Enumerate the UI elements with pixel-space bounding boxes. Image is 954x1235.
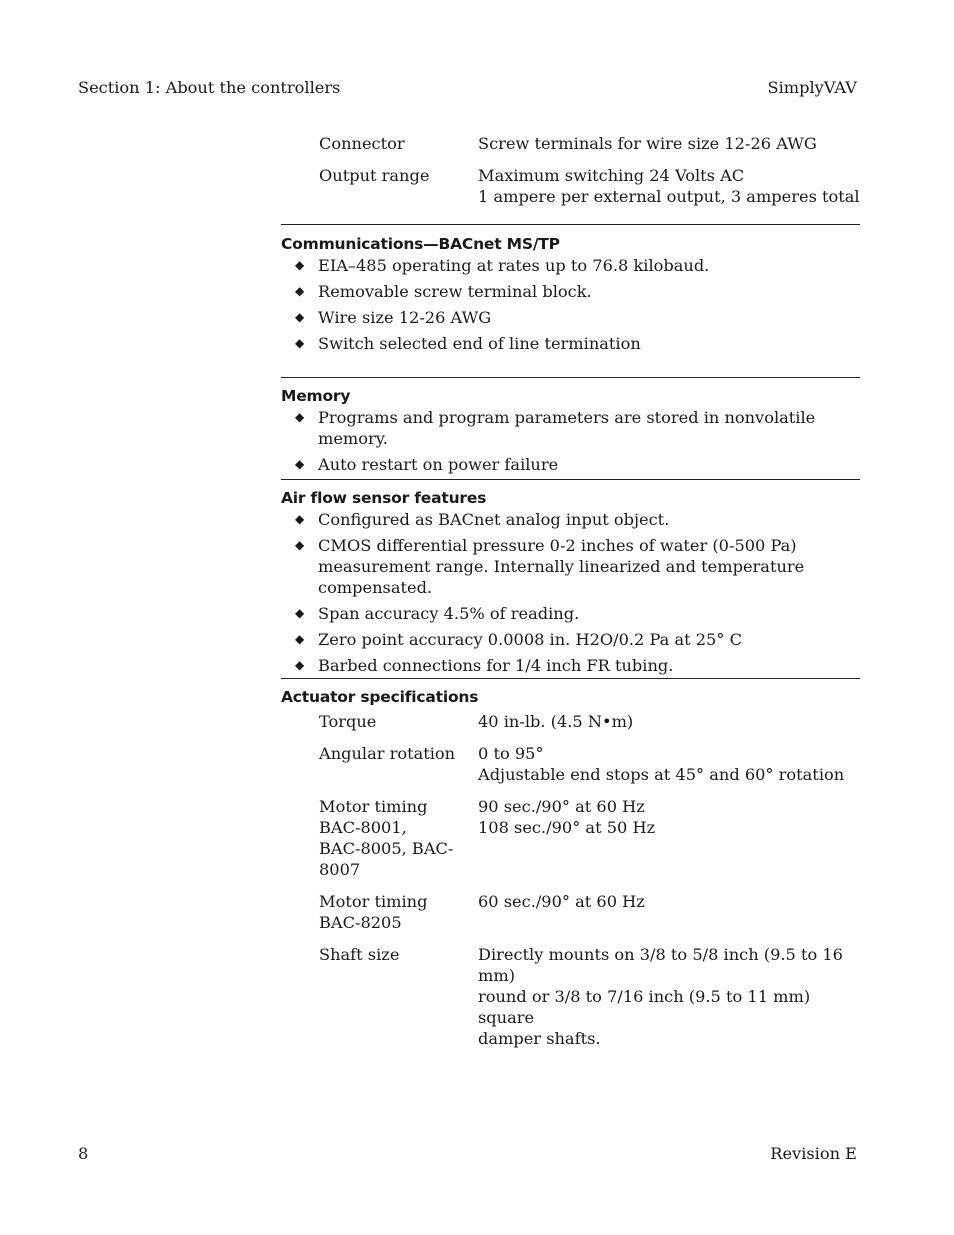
communications-list [281,255,863,359]
revision-label: Revision E [770,1144,857,1163]
diamond-bullet-icon: ◆ [295,336,305,350]
list-item [281,307,863,328]
spec-value: Screw terminals for wire size 12-26 AWG [478,134,817,153]
list-item-text: Wire size 12-26 AWG [318,308,492,327]
diamond-bullet-icon: ◆ [295,512,305,526]
spec-value: Maximum switching 24 Volts AC 1 ampere per external output, 3 amperes total [478,166,860,206]
diamond-bullet-icon: ◆ [295,538,305,552]
spec-row-motor-timing-8001 [319,796,868,880]
spec-value: Directly mounts on 3/8 to 5/8 inch (9.5 to 16 mm) round or 3/8 to 7/16 inch (9.5 to 11 mm) square damper shafts. [478,945,843,1048]
list-item-text: Removable screw terminal block. [318,282,592,301]
list-item [281,603,863,624]
diamond-bullet-icon: ◆ [295,410,305,424]
list-item-text: Programs and program parameters are stored in nonvolatile memory. [318,408,816,448]
diamond-bullet-icon: ◆ [295,457,305,471]
spec-row-shaft-size [319,944,868,1049]
communications-heading: Communications—BACnet MS/TP [281,235,560,253]
list-item [281,509,863,530]
list-item [281,629,863,650]
header-section-title: Section 1: About the controllers [78,78,341,97]
output-specs-table [319,133,868,218]
spec-row-angular-rotation [319,743,868,785]
diamond-bullet-icon: ◆ [295,310,305,324]
memory-heading: Memory [281,387,351,405]
actuator-specs-table [319,711,868,1060]
spec-value: 90 sec./90° at 60 Hz 108 sec./90° at 50 Hz [478,797,656,837]
list-item-text: CMOS differential pressure 0-2 inches of water (0-500 Pa) measurement range. Internally linearized and temperature compensated. [318,536,805,597]
spec-label: Connector [319,134,405,153]
spec-label: Motor timing BAC-8001, BAC-8005, BAC-8007 [319,797,454,879]
section-divider [281,377,860,378]
section-divider [281,678,860,679]
list-item-text: Barbed connections for 1/4 inch FR tubing. [318,656,674,675]
list-item-text: Switch selected end of line termination [318,334,641,353]
header-product-name: SimplyVAV [767,78,857,97]
diamond-bullet-icon: ◆ [295,258,305,272]
section-divider [281,479,860,480]
page-number: 8 [78,1144,89,1163]
list-item [281,454,863,475]
memory-list [281,407,863,480]
list-item [281,333,863,354]
list-item-text: Span accuracy 4.5% of reading. [318,604,580,623]
diamond-bullet-icon: ◆ [295,632,305,646]
spec-row-connector [319,133,868,154]
air-flow-heading: Air flow sensor features [281,489,487,507]
list-item-text: Auto restart on power failure [318,455,559,474]
diamond-bullet-icon: ◆ [295,658,305,672]
spec-label: Torque [319,712,377,731]
list-item [281,255,863,276]
spec-value: 40 in-lb. (4.5 N•m) [478,712,634,731]
diamond-bullet-icon: ◆ [295,606,305,620]
spec-row-torque [319,711,868,732]
list-item [281,655,863,676]
spec-label: Motor timing BAC-8205 [319,892,428,932]
list-item [281,281,863,302]
list-item [281,407,863,449]
spec-label: Angular rotation [319,744,456,763]
list-item [281,535,863,598]
air-flow-list [281,509,863,681]
spec-value: 0 to 95° Adjustable end stops at 45° and 60° rotation [478,744,845,784]
actuator-heading: Actuator specifications [281,688,479,706]
diamond-bullet-icon: ◆ [295,284,305,298]
section-divider [281,224,860,225]
spec-label: Shaft size [319,945,400,964]
spec-label: Output range [319,166,430,185]
list-item-text: Zero point accuracy 0.0008 in. H2O/0.2 Pa at 25° C [318,630,742,649]
spec-value: 60 sec./90° at 60 Hz [478,892,645,911]
list-item-text: EIA–485 operating at rates up to 76.8 kilobaud. [318,256,710,275]
list-item-text: Configured as BACnet analog input object. [318,510,670,529]
spec-row-output-range [319,165,868,207]
spec-row-motor-timing-8205 [319,891,868,933]
